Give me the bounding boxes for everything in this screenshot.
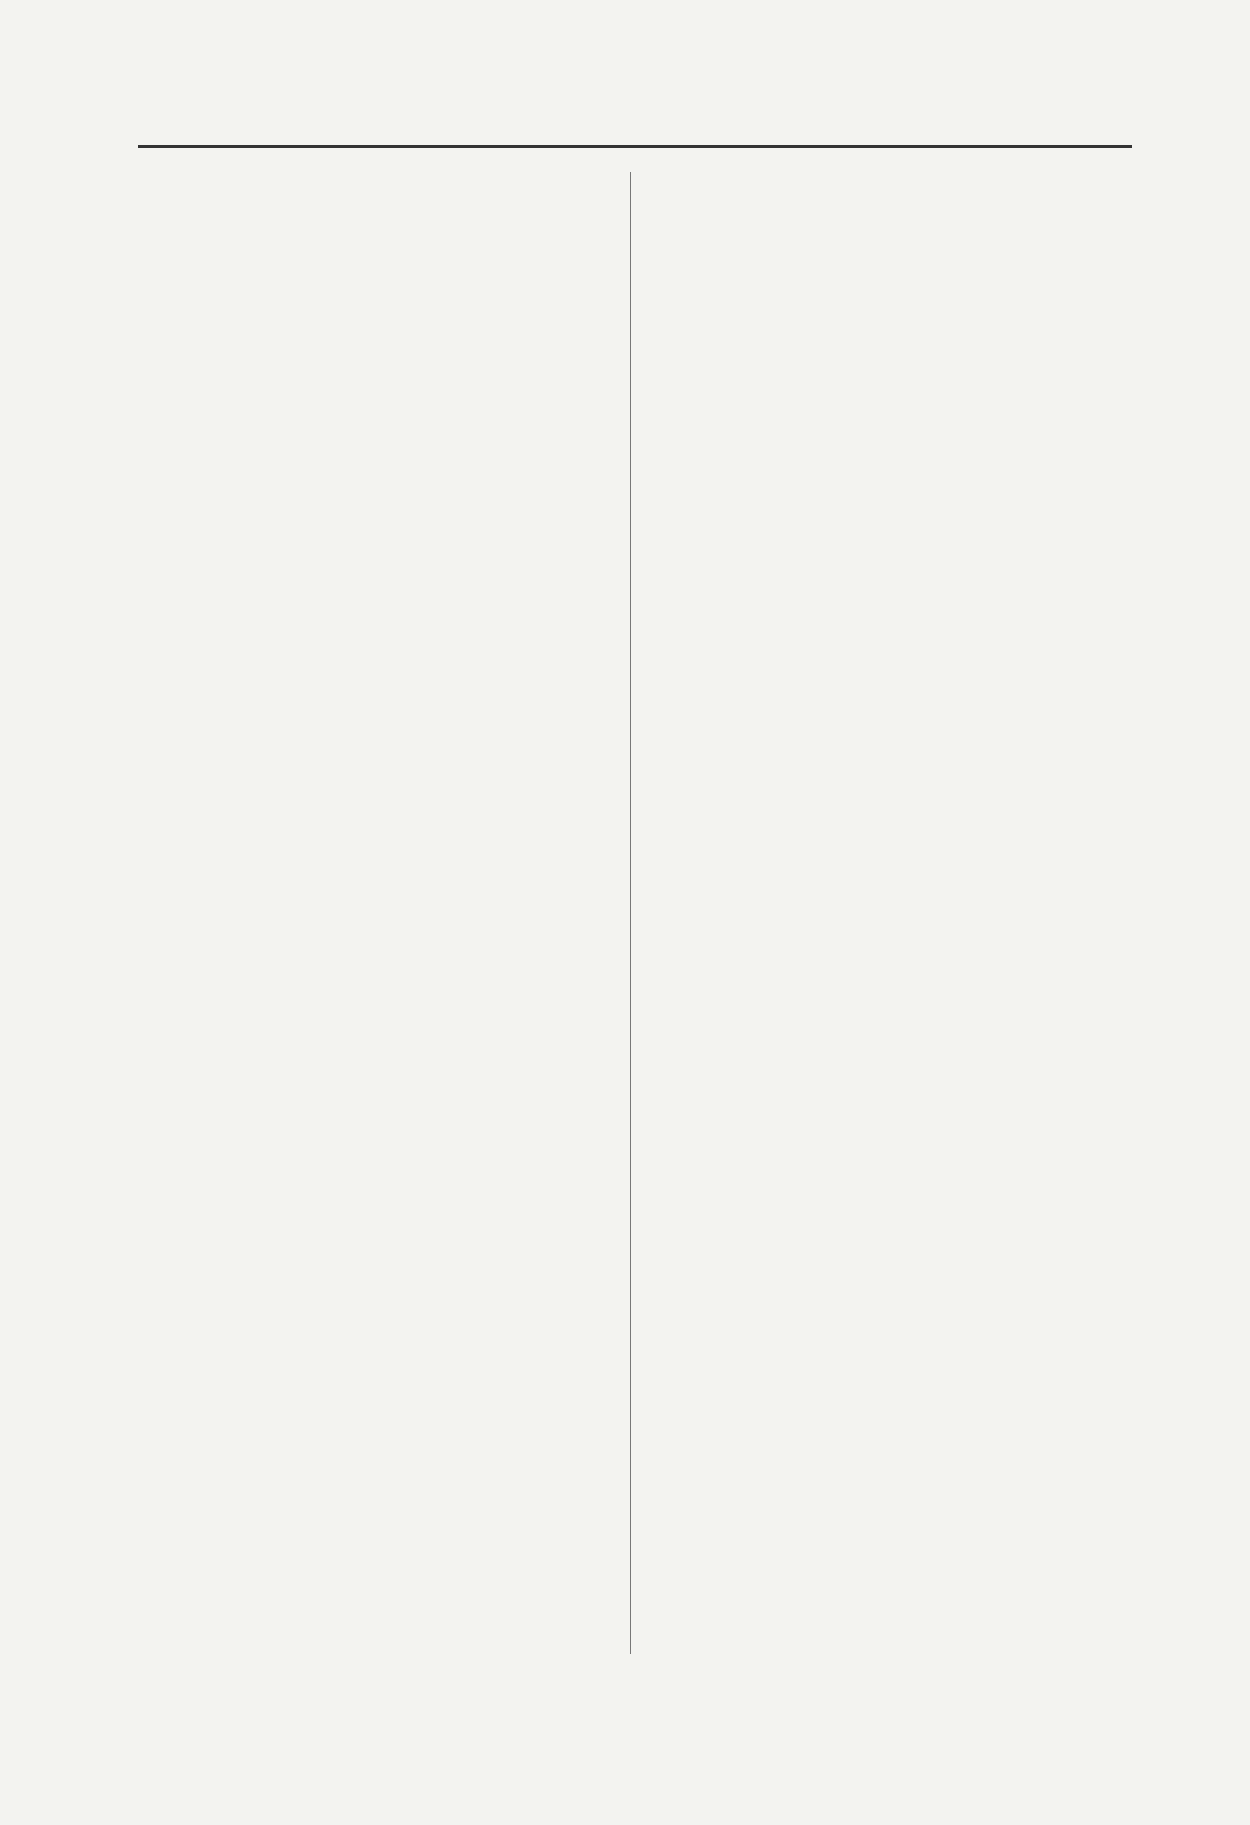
header-rule: [138, 145, 1132, 148]
column-divider: [630, 172, 631, 1654]
